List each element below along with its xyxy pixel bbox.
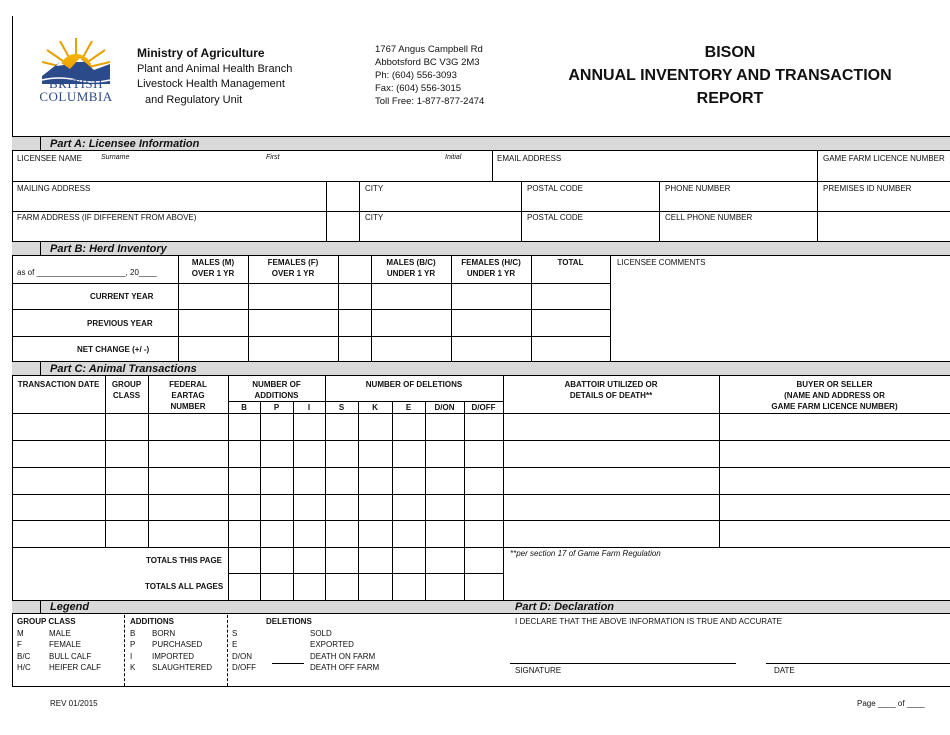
part-b-title: Part B: Herd Inventory <box>50 243 167 255</box>
code-doff: D/OFF <box>471 403 496 412</box>
totals-all-pages: TOTALS ALL PAGES <box>145 582 224 591</box>
premises-label: PREMISES ID NUMBER <box>823 184 912 193</box>
col-deletions: NUMBER OF DELETIONS <box>365 380 463 389</box>
left-border <box>12 16 13 686</box>
code-e: E <box>405 403 412 412</box>
initial-label: Initial <box>445 154 462 161</box>
mailing-label: MAILING ADDRESS <box>17 184 91 193</box>
row-net-change: NET CHANGE (+/ -) <box>77 345 150 354</box>
title-line-1: BISON <box>704 44 756 61</box>
title-line-3: REPORT <box>696 90 764 107</box>
part-d-title: Part D: Declaration <box>515 601 615 613</box>
signature-label: SIGNATURE <box>515 666 562 675</box>
footnote: **per section 17 of Game Farm Regulation <box>510 549 661 558</box>
phone-label: PHONE NUMBER <box>665 184 731 193</box>
code-don: D/ON <box>434 403 455 412</box>
col-eartag: FEDERAL EARTAG NUMBER <box>169 380 207 411</box>
col-group-class: GROUP CLASS <box>111 380 142 400</box>
address-fax: Fax: (604) 556-3015 <box>375 83 462 94</box>
part-c-bar <box>12 361 950 376</box>
title-line-2: ANNUAL INVENTORY AND TRANSACTION <box>568 67 892 84</box>
col-males-bc: MALES (B/C) UNDER 1 YR <box>386 258 436 278</box>
col-females-f: FEMALES (F) OVER 1 YR <box>267 258 319 278</box>
bc-logo <box>34 36 118 108</box>
as-of-label: as of ____________________, 20____ <box>17 268 157 277</box>
address-block <box>375 43 484 108</box>
city-label: CITY <box>365 184 384 193</box>
legend-bar <box>12 600 950 614</box>
group-class-legend: GROUP CLASS M MALE F FEMALE B/C BULL CALF H/C HEIFER CALF <box>17 617 102 673</box>
part-c-title: Part C: Animal Transactions <box>50 363 197 375</box>
logo-text-1: BRITISH <box>48 76 104 91</box>
col-males-m: MALES (M) OVER 1 YR <box>191 258 235 278</box>
logo-text-2: COLUMBIA <box>39 89 113 104</box>
date-label: DATE <box>774 666 795 675</box>
org-line-2: Plant and Animal Health Branch <box>137 62 293 75</box>
col-buyer: BUYER OR SELLER (NAME AND ADDRESS OR GAME FARM LICENCE NUMBER) <box>771 380 898 411</box>
code-b: B <box>241 403 247 412</box>
revision: REV 01/2015 <box>50 699 98 708</box>
address-phone: Ph: (604) 556-3093 <box>375 70 457 81</box>
code-s: S <box>338 403 345 412</box>
additions-legend: ADDITIONS B BORN P PURCHASED I IMPORTED K SLAUGHTERED <box>130 617 213 673</box>
ministry-name: Ministry of Agriculture <box>137 46 265 60</box>
deletions-legend: DELETIONS S SOLD E EXPORTED D/ON DEATH ON FARM D/OFF DEATH OFF FARM <box>232 617 380 673</box>
legend-title: Legend <box>50 601 90 613</box>
totals-this-page: TOTALS THIS PAGE <box>146 556 223 565</box>
game-farm-label: GAME FARM LICENCE NUMBER <box>823 154 945 163</box>
declaration-text: I DECLARE THAT THE ABOVE INFORMATION IS TRUE AND ACCURATE <box>515 617 783 626</box>
col-abattoir: ABATTOIR UTILIZED OR DETAILS OF DEATH** <box>564 380 658 400</box>
postal2-label: POSTAL CODE <box>527 213 584 222</box>
cell-label: CELL PHONE NUMBER <box>665 213 753 222</box>
code-k: K <box>372 403 378 412</box>
address-city: Abbotsford BC V3G 2M3 <box>375 57 480 68</box>
col-transaction-date: TRANSACTION DATE <box>17 380 100 389</box>
comments-label: LICENSEE COMMENTS <box>617 258 706 267</box>
code-i: I <box>307 403 311 412</box>
org-block <box>137 46 292 108</box>
first-label: First <box>266 154 280 161</box>
org-line-3: Livestock Health Management <box>137 78 285 90</box>
col-total: TOTAL <box>557 258 584 267</box>
page-number: Page ____ of ____ <box>857 699 925 708</box>
surname-label: Surname <box>101 154 130 161</box>
col-additions: NUMBER OF ADDITIONS <box>252 380 301 400</box>
part-b-bar <box>12 241 950 256</box>
org-line-4: and Regulatory Unit <box>145 93 243 106</box>
city2-label: CITY <box>365 213 384 222</box>
row-previous-year: PREVIOUS YEAR <box>87 319 153 328</box>
code-p: P <box>273 403 280 412</box>
licensee-name-label: LICENSEE NAME <box>17 154 82 163</box>
part-a-bar <box>12 136 950 151</box>
col-females-hc: FEMALES (H/C) UNDER 1 YR <box>461 258 521 278</box>
report-title <box>545 41 915 110</box>
row-current-year: CURRENT YEAR <box>90 292 154 301</box>
address-tollfree: Toll Free: 1-877-877-2474 <box>375 96 485 107</box>
email-label: EMAIL ADDRESS <box>497 154 562 163</box>
farm-address-label: FARM ADDRESS (IF DIFFERENT FROM ABOVE) <box>17 213 197 222</box>
part-a-title: Part A: Licensee Information <box>50 138 200 150</box>
address-street: 1767 Angus Campbell Rd <box>375 44 483 55</box>
postal-label: POSTAL CODE <box>527 184 584 193</box>
